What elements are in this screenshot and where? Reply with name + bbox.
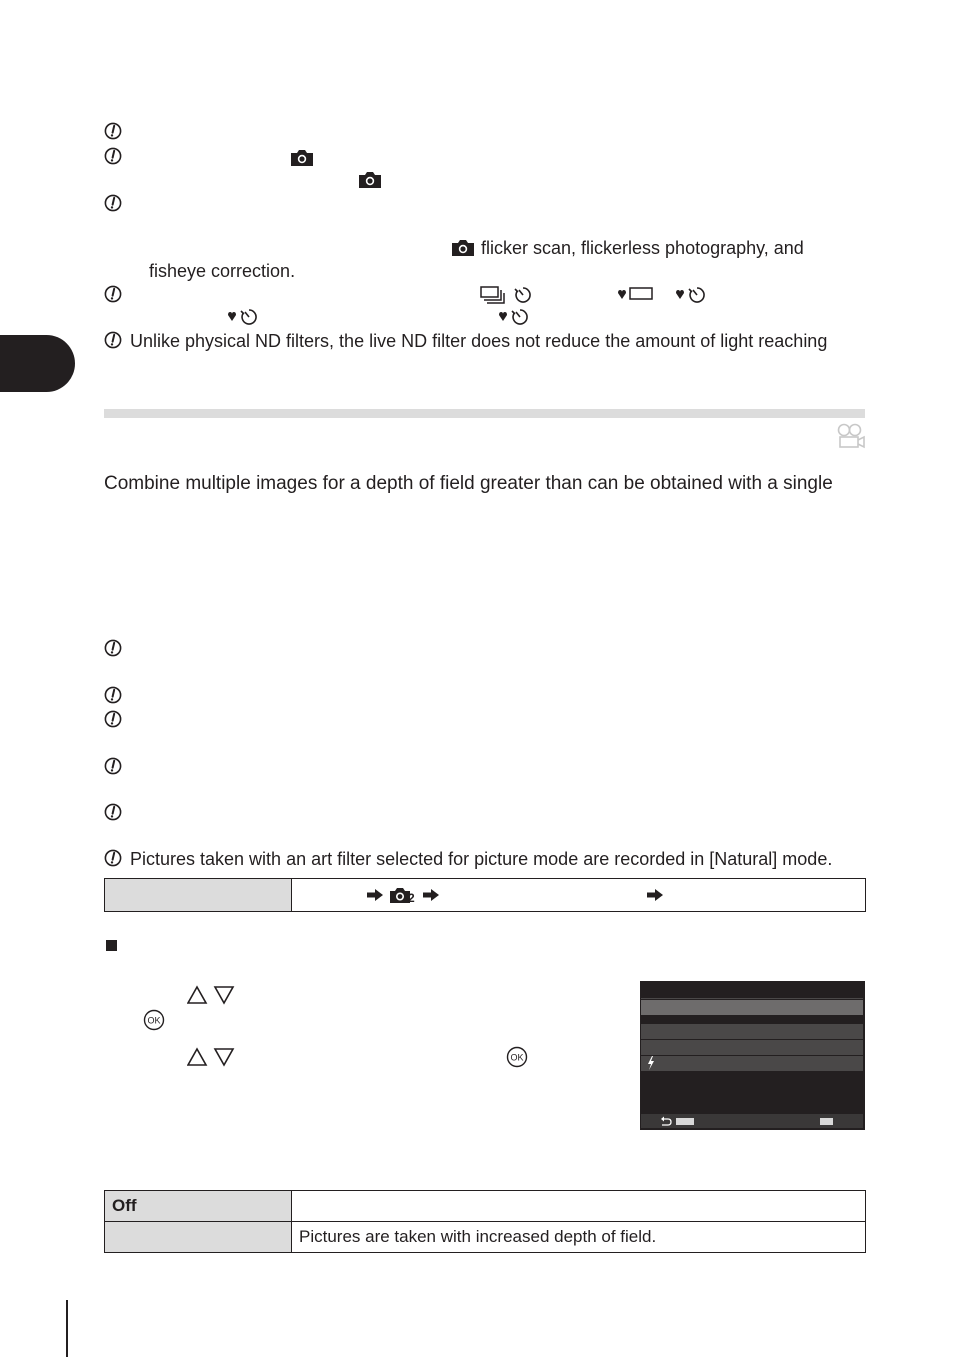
flash-icon: [647, 1056, 655, 1070]
svg-text:OK: OK: [510, 1052, 524, 1063]
section-intro: Combine multiple images for a depth of field greater than can be obtained with a single: [104, 473, 833, 494]
camera-screen-preview: [640, 981, 865, 1130]
svg-text:OK: OK: [147, 1015, 161, 1026]
setting-option-desc: Pictures are taken with increased depth of field.: [292, 1222, 866, 1253]
ok-button-icon: [143, 1009, 165, 1031]
silent-self-timer-icon: [227, 307, 259, 327]
up-down-arrow-icon: [187, 1047, 235, 1067]
screen-ok-key: [820, 1118, 833, 1125]
note-flicker-text-cont: fisheye correction.: [149, 261, 296, 281]
menu-path-table: [104, 878, 866, 912]
page-margin-rule: [66, 1300, 68, 1357]
setting-option-desc: [292, 1191, 866, 1222]
caution-icon: [104, 194, 122, 212]
arrow-right-icon: [646, 888, 664, 902]
note-nd-filter: Unlike physical ND filters, the live ND filter does not reduce the amount of light reaching: [130, 331, 828, 351]
up-down-arrow-icon: [187, 985, 235, 1005]
screen-menu-row: [641, 1040, 863, 1055]
setting-option-label: Off: [105, 1191, 292, 1222]
screen-back-key: [676, 1118, 694, 1125]
caution-icon: [104, 757, 122, 775]
screen-menu-row-selected: [641, 1000, 863, 1015]
camera-icon: [358, 170, 382, 189]
back-icon: [660, 1116, 672, 1126]
screen-divider: [641, 998, 863, 999]
caution-icon: [104, 803, 122, 821]
section-header-bar: [104, 409, 865, 418]
caution-icon: [104, 686, 122, 704]
note-art-filter: Pictures taken with an art filter selected for picture mode are recorded in [Natural] mode.: [130, 849, 833, 869]
note-flicker-text: flicker scan, flickerless photography, and: [481, 238, 804, 258]
movie-camera-icon: [836, 423, 866, 449]
arrow-right-icon: [366, 888, 384, 902]
table-row: [105, 1191, 866, 1222]
caution-icon: [104, 639, 122, 657]
chapter-tab: [0, 335, 75, 392]
camera-icon: [451, 238, 475, 257]
screen-menu-row: [641, 1024, 863, 1039]
camera-icon: [290, 148, 314, 167]
caution-icon: [104, 147, 122, 165]
subheading-bullet: [106, 940, 117, 951]
menu-path-label-cell: [105, 879, 292, 912]
settings-table: [104, 1190, 866, 1253]
menu-path-cell: [292, 879, 866, 912]
caution-icon: [104, 331, 122, 349]
caution-icon: [104, 122, 122, 140]
self-timer-icon: [513, 285, 533, 305]
silent-single-icon: [617, 286, 655, 302]
screen-menu-row: [641, 1056, 863, 1071]
setting-option-label: [105, 1222, 292, 1253]
silent-self-timer-icon: [675, 285, 707, 305]
caution-icon: [104, 710, 122, 728]
arrow-right-icon: [422, 888, 440, 902]
table-row: [105, 1222, 866, 1253]
silent-self-timer-icon: [498, 307, 530, 327]
sequential-shooting-icon: [480, 285, 508, 305]
camera-menu-number: 2: [408, 891, 415, 905]
ok-button-icon: [506, 1046, 528, 1068]
caution-icon: [104, 285, 122, 303]
caution-icon: [104, 849, 122, 867]
